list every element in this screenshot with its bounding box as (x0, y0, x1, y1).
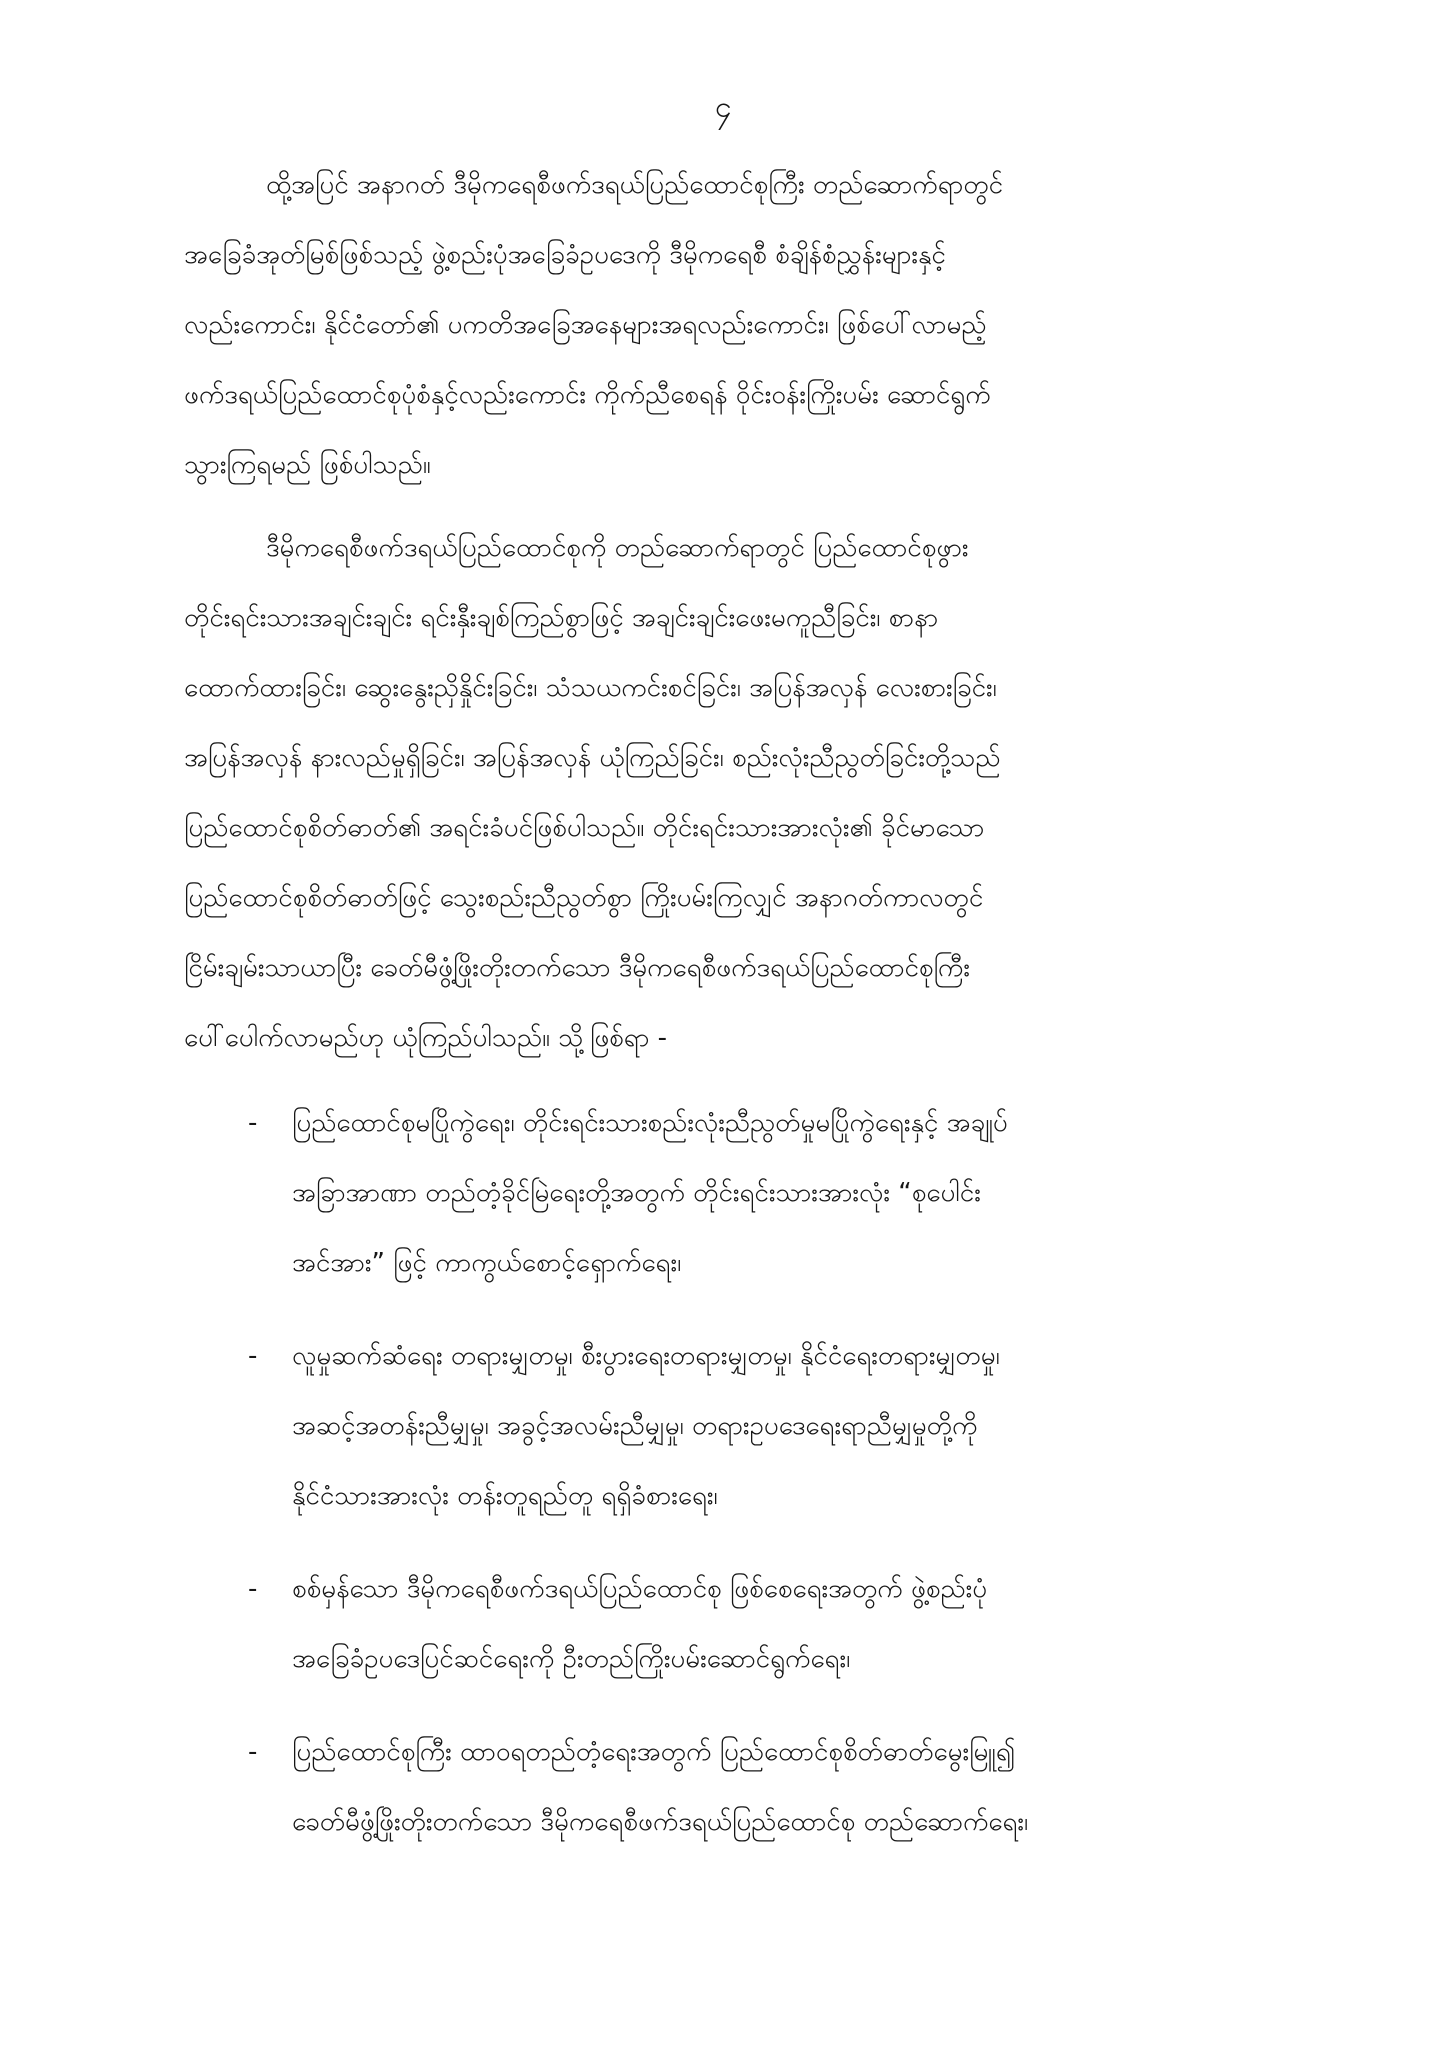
list-item-1-line-1: ပြည်ထောင်စုမပြိုကွဲရေး၊ တိုင်းရင်းသားစည်းလုံးညီညွတ်မှုမပြိုကွဲရေးနှင့် အချုပ် (292, 1108, 1008, 1138)
list-item-2-line-2: အဆင့်အတန်းညီမျှမှု၊ အခွင့်အလမ်းညီမျှမှု၊ တရားဥပဒေရေးရာညီမျှမှုတို့ကို (292, 1411, 978, 1441)
list-item-4-line-2: ခေတ်မီဖွံ့ဖြိုးတိုးတက်သော ဒီမိုကရေစီဖက်ဒရယ်ပြည်ထောင်စု တည်ဆောက်ရေး၊ (292, 1807, 1029, 1837)
paragraph-1-line-5: သွားကြရမည် ဖြစ်ပါသည်။ (184, 450, 431, 480)
list-dash-2: - (248, 1341, 258, 1371)
list-item-1-line-2: အခြာအာဏာ တည်တံ့ခိုင်မြဲရေးတို့အတွက် တိုင်းရင်းသားအားလုံး “စုပေါင်း (292, 1178, 981, 1208)
paragraph-1-line-4: ဖက်ဒရယ်ပြည်ထောင်စုပုံစံနှင့်လည်းကောင်း ကိုက်ညီစေရန် ဝိုင်းဝန်းကြိုးပမ်း ဆောင်ရွက် (184, 380, 991, 410)
paragraph-2-line-3: ထောက်ထားခြင်း၊ ဆွေးနွေးညှိနှိုင်းခြင်း၊ သံသယကင်းစင်ခြင်း၊ အပြန်အလှန် လေးစားခြင်း၊ (184, 673, 997, 703)
paragraph-2-line-7: ငြိမ်းချမ်းသာယာပြီး ခေတ်မီဖွံ့ဖြိုးတိုးတက်သော ဒီမိုကရေစီဖက်ဒရယ်ပြည်ထောင်စုကြီး (184, 953, 970, 983)
list-dash-3: - (248, 1574, 258, 1604)
paragraph-1-line-3: လည်းကောင်း၊ နိုင်ငံတော်၏ ပကတိအခြေအနေများအရလည်းကောင်း၊ ဖြစ်ပေါ်လာမည့် (184, 310, 987, 340)
paragraph-2-line-5: ပြည်ထောင်စုစိတ်ဓာတ်၏ အရင်းခံပင်ဖြစ်ပါသည်။ တိုင်းရင်းသားအားလုံး၏ ခိုင်မာသော (184, 813, 985, 843)
list-item-4-line-1: ပြည်ထောင်စုကြီး ထာဝရတည်တံ့ရေးအတွက် ပြည်ထောင်စုစိတ်ဓာတ်မွေးမြူ၍ (292, 1737, 1016, 1767)
list-item-2-line-1: လူမှုဆက်ဆံရေး တရားမျှတမှု၊ စီးပွားရေးတရားမျှတမှု၊ နိုင်ငံရေးတရားမျှတမှု၊ (292, 1341, 1000, 1371)
list-item-3-line-1: စစ်မှန်သော ဒီမိုကရေစီဖက်ဒရယ်ပြည်ထောင်စု ဖြစ်စေရေးအတွက် ဖွဲ့စည်းပုံ (292, 1574, 988, 1604)
paragraph-2-line-4: အပြန်အလှန် နားလည်မှုရှိခြင်း၊ အပြန်အလှန် ယုံကြည်ခြင်း၊ စည်းလုံးညီညွတ်ခြင်းတို့သည် (184, 743, 1001, 773)
list-item-1-line-3: အင်အား” ဖြင့် ကာကွယ်စောင့်ရှောက်ရေး၊ (292, 1248, 682, 1278)
paragraph-2-line-6: ပြည်ထောင်စုစိတ်ဓာတ်ဖြင့် သွေးစည်းညီညွတ်စွာ ကြိုးပမ်းကြလျှင် အနာဂတ်ကာလတွင် (184, 883, 984, 913)
paragraph-1-line-1: ထို့အပြင် အနာဂတ် ဒီမိုကရေစီဖက်ဒရယ်ပြည်ထောင်စုကြီး တည်ဆောက်ရာတွင် (266, 170, 1004, 200)
paragraph-2-line-1: ဒီမိုကရေစီဖက်ဒရယ်ပြည်ထောင်စုကို တည်ဆောက်ရာတွင် ပြည်ထောင်စုဖွား (266, 533, 969, 563)
paragraph-2-line-2: တိုင်းရင်းသားအချင်းချင်း ရင်းနှီးချစ်ကြည်စွာဖြင့် အချင်းချင်းဖေးမကူညီခြင်း၊ စာနာ (184, 603, 939, 633)
list-dash-1: - (248, 1108, 258, 1138)
list-item-2-line-3: နိုင်ငံသားအားလုံး တန်းတူရည်တူ ရရှိခံစားရေး၊ (292, 1481, 718, 1511)
page-number: ၄ (714, 90, 732, 125)
paragraph-1-line-2: အခြေခံအုတ်မြစ်ဖြစ်သည့် ဖွဲ့စည်းပုံအခြေခံဥပဒေကို ဒီမိုကရေစီ စံချိန်စံညွှန်းများနှင့် (184, 240, 946, 270)
paragraph-2-line-8: ပေါ်ပေါက်လာမည်ဟု ယုံကြည်ပါသည်။ သို့ဖြစ်ရာ - (184, 1023, 668, 1053)
list-dash-4: - (248, 1737, 258, 1767)
list-item-3-line-2: အခြေခံဥပဒေပြင်ဆင်ရေးကို ဦးတည်ကြိုးပမ်းဆောင်ရွက်ရေး၊ (292, 1644, 851, 1674)
